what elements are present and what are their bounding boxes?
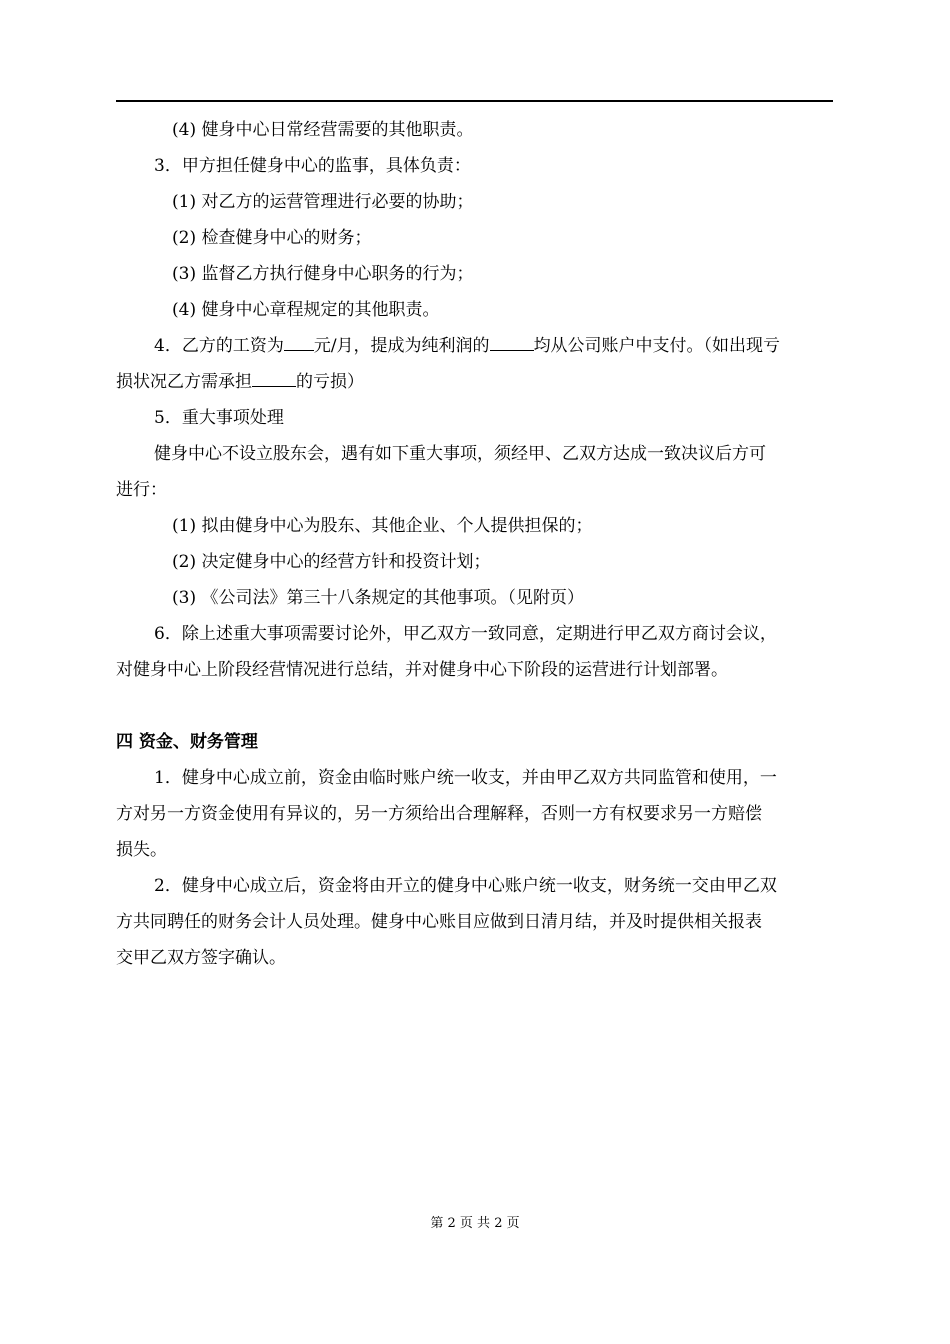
section-spacer — [116, 688, 833, 724]
clause-4-text-e: 的亏损） — [296, 372, 364, 392]
clause-5-item-3: (3) 《公司法》第三十八条规定的其他事项。（见附页） — [172, 588, 584, 608]
section-4-para-1-line-1: 1．健身中心成立前，资金由临时账户统一收支，并由甲乙双方共同监管和使用，一 — [154, 768, 777, 788]
clause-3-item-2: (2) 检查健身中心的财务； — [172, 228, 372, 248]
document-body — [116, 112, 833, 976]
clause-6-line-1: 6．除上述重大事项需要讨论外，甲乙双方一致同意，定期进行甲乙双方商讨会议， — [154, 624, 777, 644]
section-4-para-1-line-2: 方对另一方资金使用有异议的，另一方须给出合理解释，否则一方有权要求另一方赔偿 — [116, 804, 762, 824]
page-number: 第 2 页 共 2 页 — [430, 1216, 520, 1231]
clause-4-text-d: 损状况乙方需承担 — [116, 372, 252, 392]
section-4-para-2-line-2: 方共同聘任的财务会计人员处理。健身中心账目应做到日清月结，并及时提供相关报表 — [116, 912, 762, 932]
clause-3-item-4: (4) 健身中心章程规定的其他职责。 — [172, 300, 440, 320]
header-rule — [116, 100, 833, 102]
duty-item-4: (4) 健身中心日常经营需要的其他职责。 — [172, 120, 474, 140]
clause-3-item-1: (1) 对乙方的运营管理进行必要的协助； — [172, 192, 474, 212]
section-4-para-2-line-1: 2．健身中心成立后，资金将由开立的健身中心账户统一收支，财务统一交由甲乙双 — [154, 876, 777, 896]
clause-5-intro-line-1: 健身中心不设立股东会，遇有如下重大事项，须经甲、乙双方达成一致决议后方可 — [154, 444, 766, 464]
loss-share-blank[interactable] — [252, 368, 296, 387]
clause-4-text-b: 元/月，提成为纯利润的 — [313, 336, 490, 356]
section-4-para-1-line-3: 损失。 — [116, 840, 167, 860]
clause-5-item-2: (2) 决定健身中心的经营方针和投资计划； — [172, 552, 491, 572]
clause-5-intro-line-2: 进行： — [116, 480, 167, 500]
clause-6-line-2: 对健身中心上阶段经营情况进行总结，并对健身中心下阶段的运营进行计划部署。 — [116, 660, 728, 680]
salary-blank[interactable] — [284, 332, 314, 351]
clause-5-item-1: (1) 拟由健身中心为股东、其他企业、个人提供担保的； — [172, 516, 593, 536]
clause-4-line-2 — [116, 364, 833, 400]
section-4-para-2-line-3: 交甲乙双方签字确认。 — [116, 948, 286, 968]
clause-3-item-3: (3) 监督乙方执行健身中心职务的行为； — [172, 264, 474, 284]
clause-4-text-a: 4．乙方的工资为 — [154, 336, 284, 356]
clause-5-heading: 5．重大事项处理 — [154, 408, 284, 428]
clause-3-heading: 3．甲方担任健身中心的监事，具体负责： — [154, 156, 471, 176]
clause-4-text-c: 均从公司账户中支付。（如出现亏 — [533, 336, 781, 356]
section-4-title: 四 资金、财务管理 — [116, 732, 258, 752]
commission-blank[interactable] — [490, 332, 534, 351]
clause-4-line-1 — [116, 328, 833, 364]
